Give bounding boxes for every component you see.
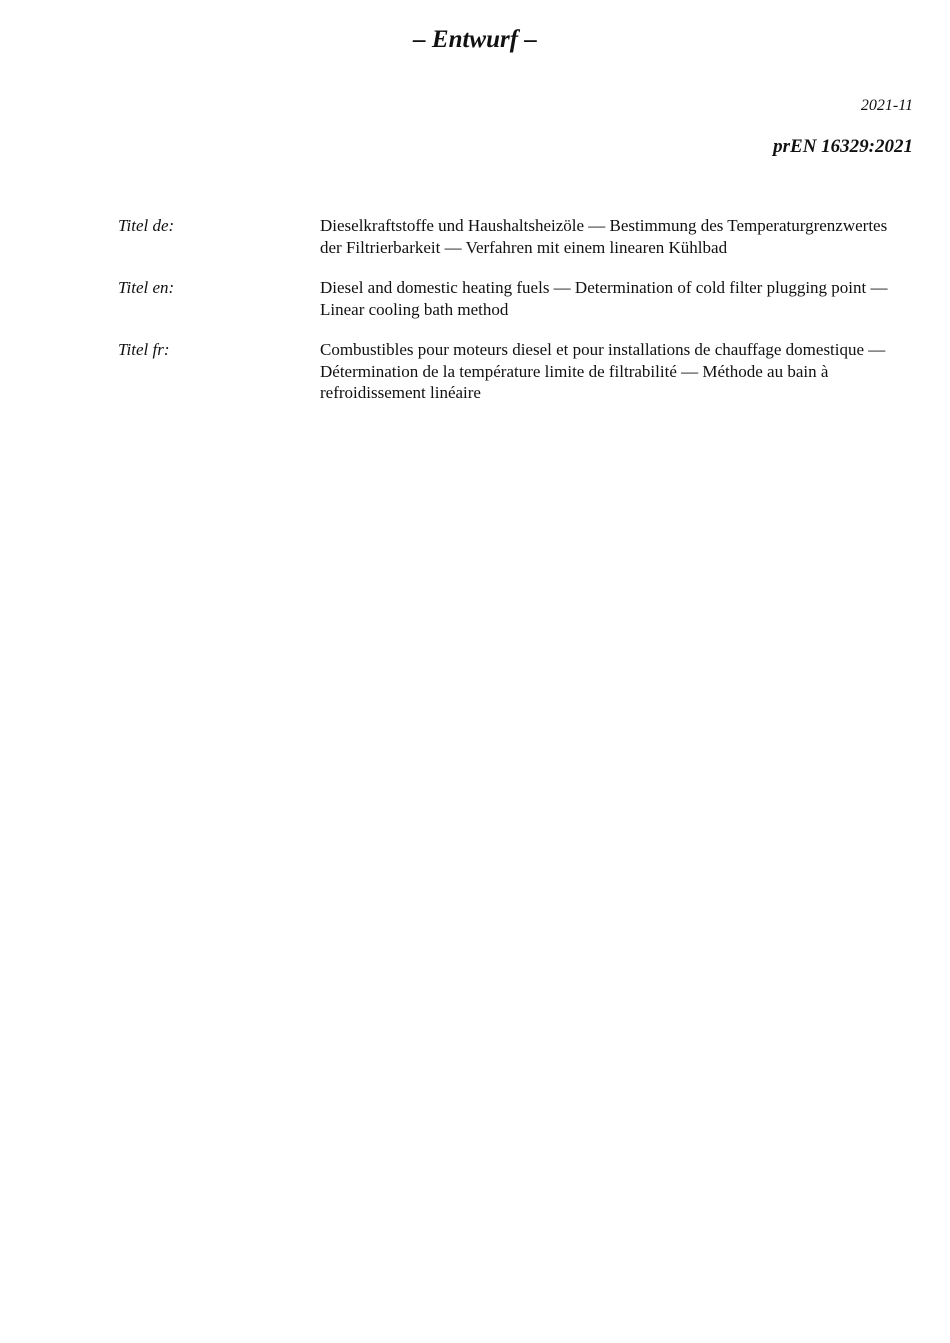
document-date: 2021-11 xyxy=(860,97,913,114)
title-text-en: Diesel and domestic heating fuels — Determination of cold filter plugging point — Linear cooling bath method xyxy=(320,278,888,319)
title-label-en: Titel en: xyxy=(118,278,175,297)
draft-heading: – Entwurf – xyxy=(413,26,537,53)
document-number: prEN 16329:2021 xyxy=(773,136,913,157)
title-text-fr: Combustibles pour moteurs diesel et pour installations de chauffage domestique — Détermination de la température limite de filtrabilité — Méthode au bain à refroidissement linéaire xyxy=(320,340,886,402)
title-label-de: Titel de: xyxy=(118,216,175,235)
title-row-de xyxy=(118,215,908,258)
title-list xyxy=(118,215,908,423)
title-row-fr xyxy=(118,339,908,404)
title-label-fr: Titel fr: xyxy=(118,340,170,359)
title-text-de: Dieselkraftstoffe und Haushaltsheizöle — Bestimmung des Temperaturgrenzwertes der Filtrierbarkeit — Verfahren mit einem linearen Kühlbad xyxy=(320,216,888,257)
title-row-en xyxy=(118,277,908,320)
